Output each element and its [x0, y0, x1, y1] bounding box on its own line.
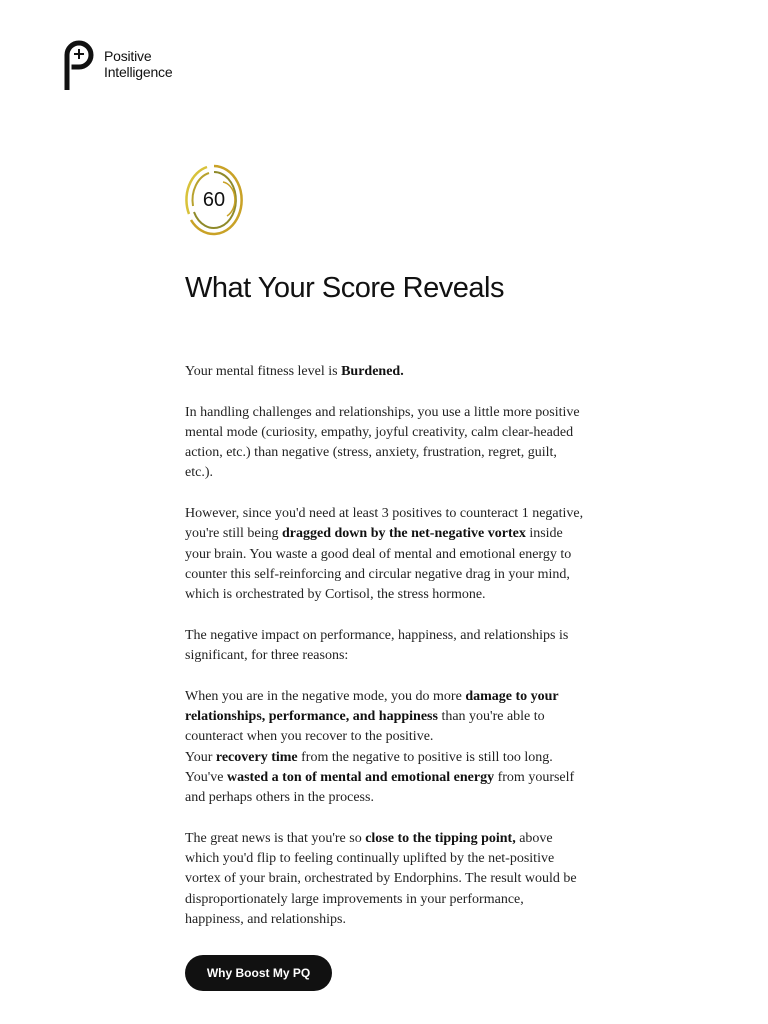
body-text: from yourself and perhaps others in the process. — [185, 769, 575, 806]
body-text: from the negative to positive is still too long. — [297, 749, 553, 765]
body-text: than you're able to counteract when you recover to the positive. — [185, 709, 545, 745]
body-text: Your mental fitness level is — [185, 364, 342, 379]
reason-energy — [185, 770, 574, 805]
score-value: 60 — [202, 189, 226, 211]
logo-wordmark — [104, 48, 172, 80]
emphasis-text: recovery time — [215, 749, 298, 765]
body-text: The negative impact on performance, happiness, and relationships is significant, for three reasons: — [185, 627, 569, 664]
emphasis-text: damage to your relationships, performance, and happiness — [185, 688, 559, 725]
paragraph-fitness-level — [185, 362, 585, 382]
body-text: inside your brain. You waste a good deal of mental and emotional energy to counter this self-reinforcing and circular negative drag in your mind, which is orchestrated by Cortisol, the stress hormone. — [185, 526, 572, 603]
paragraph-tipping-point — [185, 829, 585, 930]
paragraph-vortex — [185, 504, 585, 605]
reason-recovery — [185, 750, 553, 765]
body-text: above which you'd flip to feeling continually uplifted by the net-positive vortex of your brain, orchestrated by Endorphins. The result would be disproportionately large improvements in your performance, happiness, and relationships. — [185, 830, 577, 928]
emphasis-text: Burdened. — [341, 364, 404, 379]
reason-damage — [185, 689, 558, 745]
body-text: The great news is that you're so — [185, 830, 366, 846]
logo-line-positive: Positive — [104, 48, 152, 64]
paragraph-reasons — [185, 687, 585, 809]
body-text: In handling challenges and relationships, you use a little more positive mental mode (curiosity, empathy, joyful creativity, calm clear-headed action, etc.) than negative (stress, anxiety, frustration, regret, guilt, etc.). — [185, 404, 580, 481]
page-title: What Your Score Reveals — [185, 272, 504, 304]
emphasis-text: dragged down by the net-negative vortex — [282, 526, 526, 542]
score-badge — [183, 162, 245, 240]
emphasis-text: close to the tipping point, — [365, 830, 516, 846]
paragraph-challenges — [185, 403, 585, 484]
paragraph-impact — [185, 626, 585, 667]
emphasis-text: wasted a ton of mental and emotional energy — [226, 769, 495, 785]
why-boost-pq-button[interactable]: Why Boost My PQ — [185, 955, 332, 991]
body-text: When you are in the negative mode, you do more — [185, 688, 466, 704]
brand-logo[interactable] — [62, 38, 172, 90]
body-text: You've — [185, 769, 227, 785]
score-explanation — [185, 362, 585, 951]
body-text: Your — [185, 749, 216, 765]
logo-line-intelligence: Intelligence — [104, 64, 173, 80]
pq-logo-icon — [62, 38, 96, 90]
body-text: However, since you'd need at least 3 positives to counteract 1 negative, you're still being — [185, 506, 584, 542]
